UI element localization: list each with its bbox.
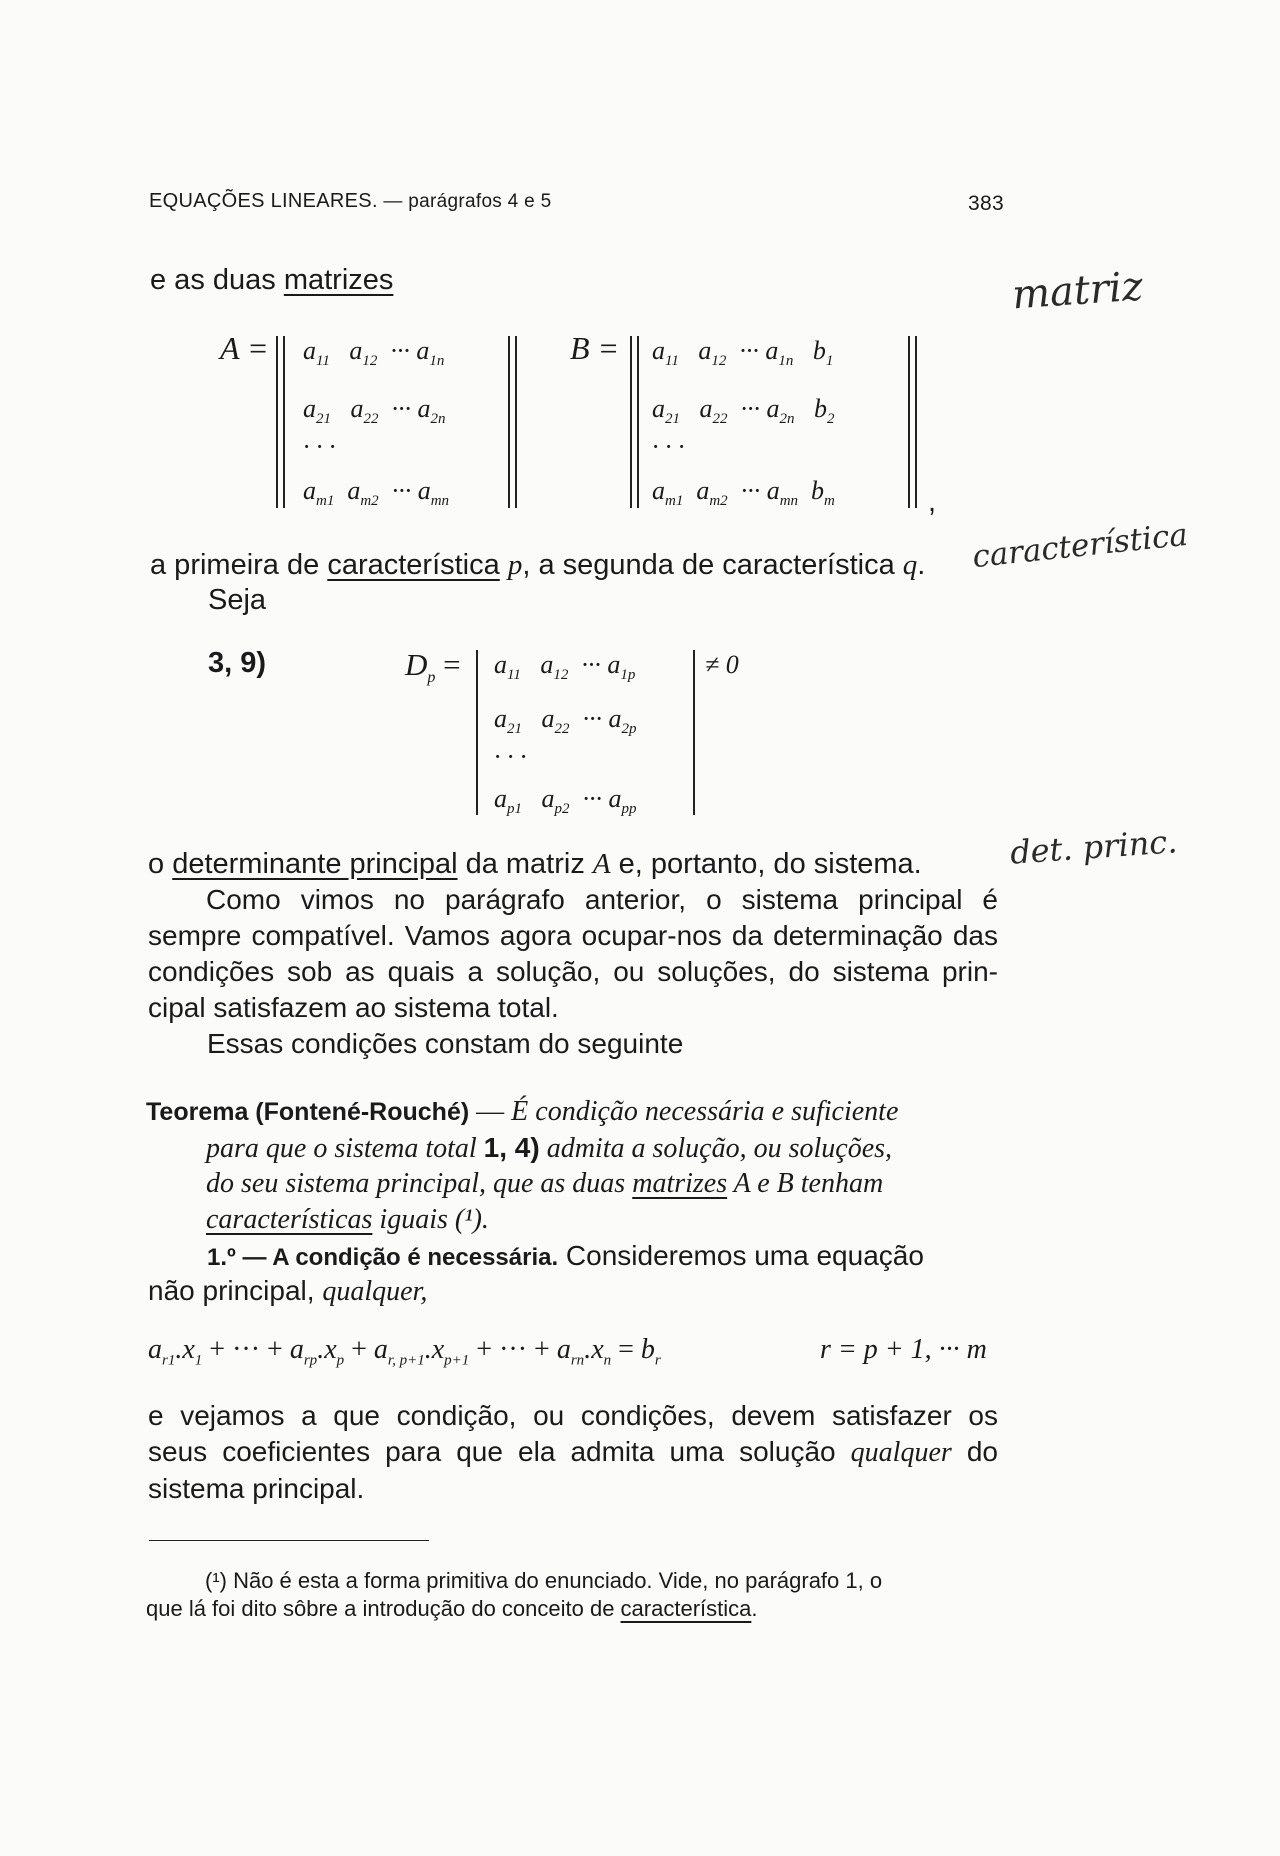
handwritten-note-matriz: matriz (1010, 263, 1145, 319)
matrix-a-bar-right-2 (515, 336, 517, 508)
intro-line (150, 262, 393, 298)
matrix-a-bar-right-1 (508, 336, 510, 508)
paragraph-1 (148, 882, 998, 1026)
matrix-a-bar-left-1 (276, 336, 278, 508)
theorem-line-2: para que o sistema total 1, 4) admita a solução, ou soluções, (206, 1132, 893, 1164)
characteristic-line: a primeira de característica p, a segunda de característica q. (150, 549, 926, 581)
theorem-title: Teorema (Fontené-Rouché) (146, 1098, 470, 1126)
equation-range: r = p + 1, ··· m (820, 1334, 987, 1365)
determinant-row-1: $a_{11}$ $a_{12}$ ··· $a_{1p}$ (494, 650, 636, 684)
characteristic-underlined: característica (327, 549, 500, 581)
matrix-b-row-dots: · · · (652, 432, 685, 461)
matrix-b-bar-left-2 (637, 336, 639, 508)
determinant-bar-right (693, 650, 695, 815)
intro-text: e as duas (150, 264, 276, 296)
running-head (149, 190, 551, 213)
matrix-b-row-2: $a_{21}$ $a_{22}$ ··· $a_{2n}$ $b_2$ (652, 394, 835, 428)
paragraph-1-line-4: cipal satisfazem ao sistema total. (148, 992, 559, 1023)
handwritten-note-det-princ: det. princ. (1008, 822, 1179, 872)
matrix-a-row-dots: · · · (303, 432, 336, 461)
footnote-line-2: que lá foi dito sôbre a introdução do conceito de característica. (146, 1596, 758, 1621)
determinant-row-dots: · · · (494, 742, 527, 771)
matrix-b-row-1: $a_{11}$ $a_{12}$ ··· $a_{1n}$ $b_1$ (652, 336, 834, 370)
condition-line-2: não principal, qualquer, (148, 1275, 428, 1307)
intro-underlined: matrizes (283, 264, 394, 296)
equation-number: 3, 9) (208, 647, 267, 679)
paragraph-3-line-1: e vejamos a que condição, ou condições, devem satisfazer os (148, 1400, 998, 1431)
paragraph-1-line-1: Como vimos no parágrafo anterior, o sistema principal é (206, 884, 998, 915)
not-equal-zero: ≠ 0 (705, 650, 739, 679)
footnote-line-1: (¹) Não é esta a forma primitiva do enunciado. Vide, no parágrafo 1, o (205, 1568, 883, 1593)
equation-line: $a_{r1}.x_1$ + ··· + $a_{rp}.x_p + a_{r, p+1}.x_{p+1}$ + ··· + $a_{rn}.x_n = b_r$ (148, 1334, 661, 1369)
running-head-section: — parágrafos 4 e 5 (377, 191, 552, 212)
determinant-line: o determinante principal da matriz A e, portanto, do sistema. (148, 848, 922, 880)
matrix-a-row-1: $a_{11}$ $a_{12}$ ··· $a_{1n}$ (303, 336, 445, 370)
matrix-b-comma: , (928, 486, 937, 518)
paragraph-2: Essas condições constam do seguinte (207, 1028, 684, 1059)
matrix-a-row-m: $a_{m1}$ $a_{m2}$ ··· $a_{mn}$ (303, 476, 450, 510)
matrix-b-label: B = (570, 330, 620, 366)
handwritten-note-caracteristica: característica (970, 516, 1190, 576)
matrix-a-label: A = (220, 330, 269, 366)
paragraph-1-line-3: condições sob as quais a solução, ou soluções, do sistema prin- (148, 956, 998, 987)
condition-heading: 1.º — A condição é necessária. (207, 1244, 559, 1271)
determinant-row-p: $a_{p1}$ $a_{p2}$ ··· $a_{pp}$ (494, 784, 637, 818)
footnote-rule (149, 1540, 429, 1541)
theorem-line-3: do seu sistema principal, que as duas matrizes A e B tenham (206, 1168, 884, 1199)
determinant-principal-underlined: determinante principal (172, 848, 458, 880)
theorem-line-4: características iguais (¹). (206, 1204, 489, 1235)
paragraph-3-line-3: sistema principal. (148, 1473, 365, 1504)
matrix-b-bar-right-2 (915, 336, 917, 508)
determinant-bar-left (476, 650, 478, 815)
theorem-line-1: Teorema (Fontené-Rouché) — É condição necessária e suficiente (146, 1096, 899, 1127)
determinant-row-2: $a_{21}$ $a_{22}$ ··· $a_{2p}$ (494, 704, 637, 738)
paragraph-3-line-2: seus coeficientes para que ela admita uma solução qualquer do (148, 1436, 998, 1468)
running-head-title: EQUAÇÕES LINEARES. (149, 190, 378, 212)
matrix-a-row-2: $a_{21}$ $a_{22}$ ··· $a_{2n}$ (303, 394, 446, 428)
page-number: 383 (968, 192, 1004, 215)
paragraph-1-line-2: sempre compatível. Vamos agora ocupar-nos da determinação das (148, 920, 998, 951)
matrix-b-bar-left-1 (630, 336, 632, 508)
seja-line: Seja (208, 584, 267, 616)
matrix-b-row-m: $a_{m1}$ $a_{m2}$ ··· $a_{mn}$ $b_m$ (652, 476, 835, 510)
determinant-label: $D_p$ = (405, 647, 461, 687)
condition-line-1: 1.º — A condição é necessária. Consideremos uma equação (207, 1240, 924, 1271)
paragraph-3 (148, 1398, 998, 1507)
matrix-a-bar-left-2 (283, 336, 285, 508)
matrix-b-bar-right-1 (908, 336, 910, 508)
